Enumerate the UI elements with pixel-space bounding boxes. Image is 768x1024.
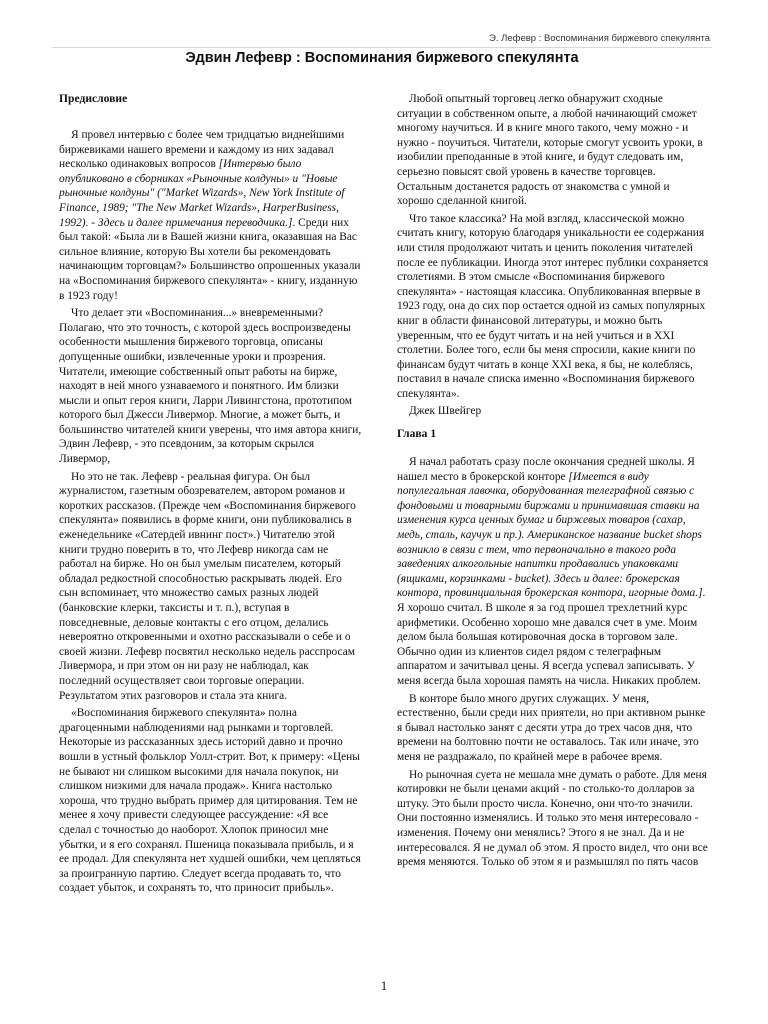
running-header: Э. Лефевр : Воспоминания биржевого спекулянта (489, 33, 710, 44)
chapter-1-paragraph-3: Но рыночная суета не мешала мне думать о работе. Для меня котировки не были ценами акций - по столько-то долларов за штуку. Это были просто числа. Конечно, они что-то значили. Они постоянно изменялись. И только это меня интересовало - изменения. Почему они менялись? Этого я не знал. Да и не интересовался. Я не думал об этом. Я просто видел, что они все время меняются. Только об этом я и размышлял по пять часов (397, 768, 708, 869)
right-column (397, 92, 709, 873)
preface-signature: Джек Швейгер (409, 405, 482, 418)
chapter-1-heading: Глава 1 (397, 427, 437, 441)
translator-note-1: [Интервью было опубликовано в сборниках «Рыночные колдуны» и "Новые рыночные колдуны" ("Market Wizards», New York Institute of Finance, 1989; "The New Market Wizards», HarperBusiness, 1992). - Здесь и далее примечания переводчика.] (59, 158, 345, 229)
preface-paragraph-1 (59, 128, 363, 303)
header-divider (52, 47, 712, 48)
page-number: 1 (380, 978, 388, 993)
chapter-1-paragraph-2: В конторе было много других служащих. У меня, естественно, были среди них приятели, но при активном рынке я бывал настолько занят с десяти утра до трех часов дня, что времени на болтовню почти не оставалось. Так или иначе, это меня не раздражало, по крайней мере в рабочее время. (397, 692, 706, 763)
preface-paragraph-3: Но это не так. Лефевр - реальная фигура. Он был журналистом, газетным обозревателем, автором романов и коротких рассказов. (Прежде чем «Воспоминания биржевого спекулянта» появились в форме книги, они публиковались в еженедельнике «Сатердей ивнинг пост».) Читателю этой книги трудно поверить в то, что Лефевр никогда сам не работал на бирже. Но он был умелым писателем, который обладал редкостной способностью раскрывать людей. Его сын вспоминает, что множество самых разных людей (банковские клерки, таксисты и т. п.), вступая в повседневные, деловые контакты с его отцом, делались невероятно откровенными и охотно рассказывали о себе и о своей жизни. Лефевр посвятил несколько недель расспросам Ливермора, и при этом он ни разу не наблюдал, как последний осуществляет свои торговые операции. Результатом этих разговоров и стала эта книга. (59, 470, 356, 702)
chapter-1-p1-text-b: . Я хорошо считал. В школе я за год прошел трехлетний курс арифметики. Особенно хорошо мне давался счет в уме. Моим делом была большая котировочная доска в торговом зале. Обычно один из клиентов сидел рядом с телеграфным аппаратом и зачитывал цены. Я всегда успевал записывать. У меня всегда была хорошая память на числа. Никаких проблем. (397, 587, 706, 687)
book-title: Эдвин Лефевр : Воспоминания биржевого спекулянта (185, 50, 579, 66)
preface-paragraph-2: Что делает эти «Воспоминания...» вневременными? Полагаю, что это точность, с которой здесь воспроизведены особенности мышления биржевого торговца, описаны допущенные ошибки, извлеченные уроки и прозрения. Читатели, имеющие собственный опыт работы на бирже, находят в ней много узнаваемого и понятного. Им близки мысли и опыт героя книги, Ларри Ливингстона, прототипом которого был Джесси Ливермор. Многие, а может быть, и большинство читателей книги уверены, что имя автора книги, Эдвин Лефевр, - это псевдоним, за которым скрылся Ливермор, (59, 307, 362, 466)
preface-paragraph-5: Любой опытный торговец легко обнаружит сходные ситуации в собственном опыте, а любой начинающий сможет многому научиться. И в книге много такого, чему можно - и нужно - поучиться. Читатели, которые смогут усвоить уроки, в изобилии преподанные в этой книге, и будут следовать им, серьезно повысят свой уровень в качестве торговцев. Остальным достанется радость от знакомства с умной и хорошо сделанной книгой. (397, 93, 703, 208)
left-column (59, 92, 363, 899)
preface-heading: Предисловие (59, 92, 128, 105)
preface-paragraph-6: Что такое классика? На мой взгляд, классической можно считать книгу, которую благодаря уникальности ее содержания или стиля продолжают читать и ценить поколения читателей после ее публикации. Иногда этот интерес публики сохраняется столетиями. В этом смысле «Воспоминания биржевого спекулянта» - настоящая классика. Опубликованная впервые в 1923 году, она до сих пор остается одной из самых популярных книг в области финансовой литературы, и можно быть уверенным, что ее будут читать и на ней учиться и в XXI столетии. Более того, если бы меня спросили, какие книги по финансам будут читать в конце XXI века, я бы, не колеблясь, поставил в начале списка именно «Воспоминания биржевого спекулянта». (397, 212, 709, 400)
preface-p1-text-b: . Среди них был такой: «Была ли в Вашей жизни книга, оказавшая на Вас сильное влияние, которую Вы хотели бы рекомендовать начинающим торговцам?» Большинство опрошенных указали на «Воспоминания биржевого спекулянта» - книгу, изданную в 1923 году! (59, 216, 361, 302)
preface-p1-text-a: Я провел интервью с более чем тридцатью виднейшими биржевиками нашего времени и каждому из них задавал несколько одинаковых вопросов (59, 129, 345, 171)
translator-note-2: [Имеется в виду популегальная лавочка, оборудованная телеграфной связью с фондовыми и товарными биржами и принимавшая ставки на изменения курса ценных бумаг и биржевых товаров (сахар, медь, сталь, каучук и пр.). Американское название bucket shops возникло в связи с тем, что первоначально в такого рода заведениях алкогольные напитки продавались упаковками (ящиками, корзинками - bucket). Здесь и далее: брокерская контора, провинциальная брокерская контора, игорные дома.] (397, 470, 703, 600)
chapter-1-paragraph-1 (397, 455, 709, 689)
preface-paragraph-4: «Воспоминания биржевого спекулянта» полна драгоценными наблюдениями над рынками и торговлей. Некоторые из рассказанных здесь историй давно и прочно вошли в устный фольклор Уолл-стрит. Вот, к примеру: «Цены не бывают ни слишком высокими для начала покупок, ни слишком низкими для начала продаж». Книга настолько хороша, что трудно выбрать пример для цитирования. Тем не менее я хочу привести следующее рассуждение: «Я все сделал с точностью до наоборот. Хлопок приносил мне убытки, и я его сохранял. Пшеница показывала прибыль, и я ее продал. Для спекулянта нет худшей ошибки, чем цепляться за проигранную партию. Следует всегда продавать то, что создает убыток, и сохранять то, что приносит прибыль». (59, 707, 361, 895)
chapter-1-p1-text-a: Я начал работать сразу после окончания средней школы. Я нашел место в брокерской конторе (397, 456, 695, 483)
